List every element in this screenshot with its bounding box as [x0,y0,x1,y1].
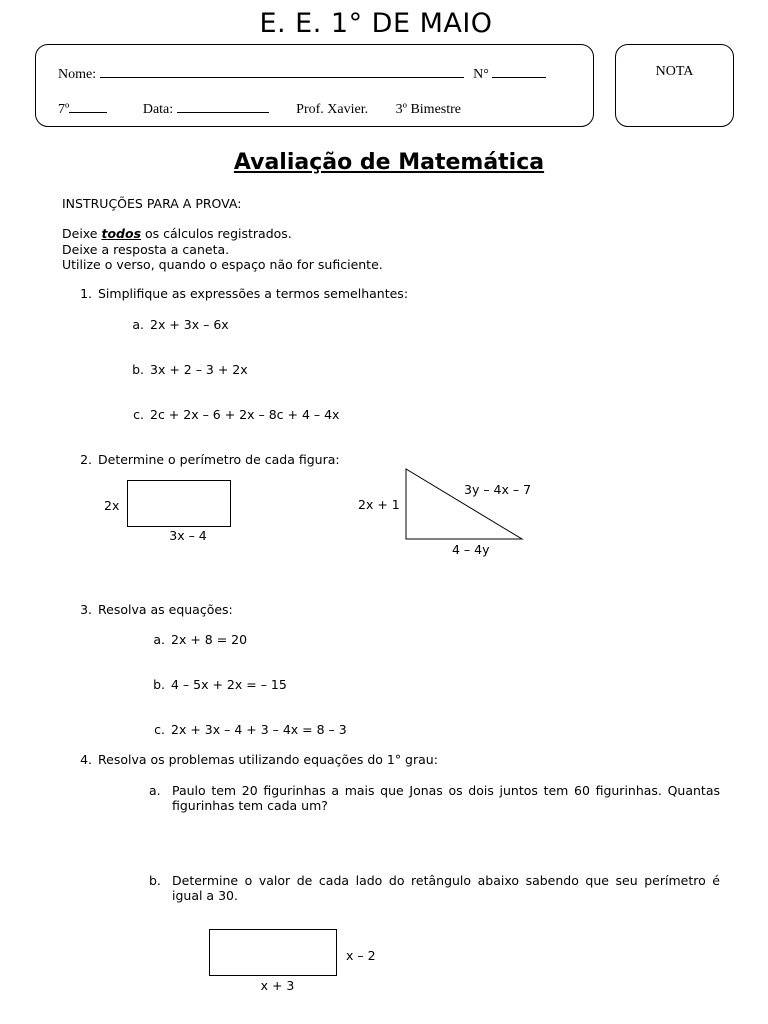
instructions-heading: INSTRUÇÕES PARA A PROVA: [62,196,242,211]
question-1: 1. Simplifique as expressões a termos semelhantes: [80,286,409,301]
school-name: E. E. 1° DE MAIO [259,8,493,39]
q4-item-a-label: a. [149,783,161,798]
nome-field[interactable] [58,64,546,83]
grade-label: 7º [58,102,70,117]
instruction-line-2: Deixe a resposta a caneta. [62,242,230,257]
data-line[interactable] [177,99,269,113]
nome-line[interactable] [100,64,464,78]
q4-item-b-text: Determine o valor de cada lado do retângulo abaixo sabendo que seu perímetro é igual a 30. [172,873,720,903]
triangle-base-label: 4 – 4y [452,542,490,557]
term-label: 3º Bimestre [395,102,461,117]
q1-item-c: c. 2c + 2x – 6 + 2x – 8c + 4 – 4x [133,407,340,422]
nota-box [615,44,734,127]
q1-item-a: a. 2x + 3x – 6x [132,317,229,332]
data-label: Data: [142,102,174,117]
instruction-line-3: Utilize o verso, quando o espaço não for suficiente. [62,257,383,272]
triangle-figure [400,466,530,544]
question-2: 2. Determine o perímetro de cada figura: [80,452,340,467]
question-3: 3. Resolva as equações: [80,602,233,617]
triangle-shape [406,469,522,539]
rectangle-side-label: 2x [104,498,120,513]
numero-label: N° [473,67,489,82]
question-4: 4. Resolva os problemas utilizando equações do 1° grau: [80,752,438,767]
q4-item-b-label: b. [149,873,161,888]
instruction-line-1: Deixe todos os cálculos registrados. [62,226,292,241]
info-row [58,99,461,118]
q3-item-b: b. 4 – 5x + 2x = – 15 [153,677,287,692]
page-title: Avaliação de Matemática [233,150,545,175]
q3-item-c: c. 2x + 3x – 4 + 3 – 4x = 8 – 3 [154,722,347,737]
grade-line[interactable] [69,99,107,113]
q4-item-a-text: Paulo tem 20 figurinhas a mais que Jonas os dois juntos tem 60 figurinhas. Quantas figurinhas tem cada um? [172,783,720,813]
q4-rectangle-figure [209,929,337,976]
rectangle-base-label: 3x – 4 [169,528,207,543]
nome-label: Nome: [58,67,97,82]
nota-label: NOTA [655,64,694,79]
emphasis-todos: todos [101,226,142,241]
q4-rectangle-base-label: x + 3 [260,978,295,993]
q3-item-a: a. 2x + 8 = 20 [153,632,248,647]
triangle-height-label: 2x + 1 [358,497,400,512]
teacher-name: Prof. Xavier. [296,102,369,117]
triangle-hypotenuse-label: 3y – 4x – 7 [464,482,532,497]
numero-line[interactable] [492,64,546,78]
rectangle-figure [127,480,231,527]
q4-rectangle-side-label: x – 2 [346,948,376,963]
q1-item-b: b. 3x + 2 – 3 + 2x [132,362,248,377]
